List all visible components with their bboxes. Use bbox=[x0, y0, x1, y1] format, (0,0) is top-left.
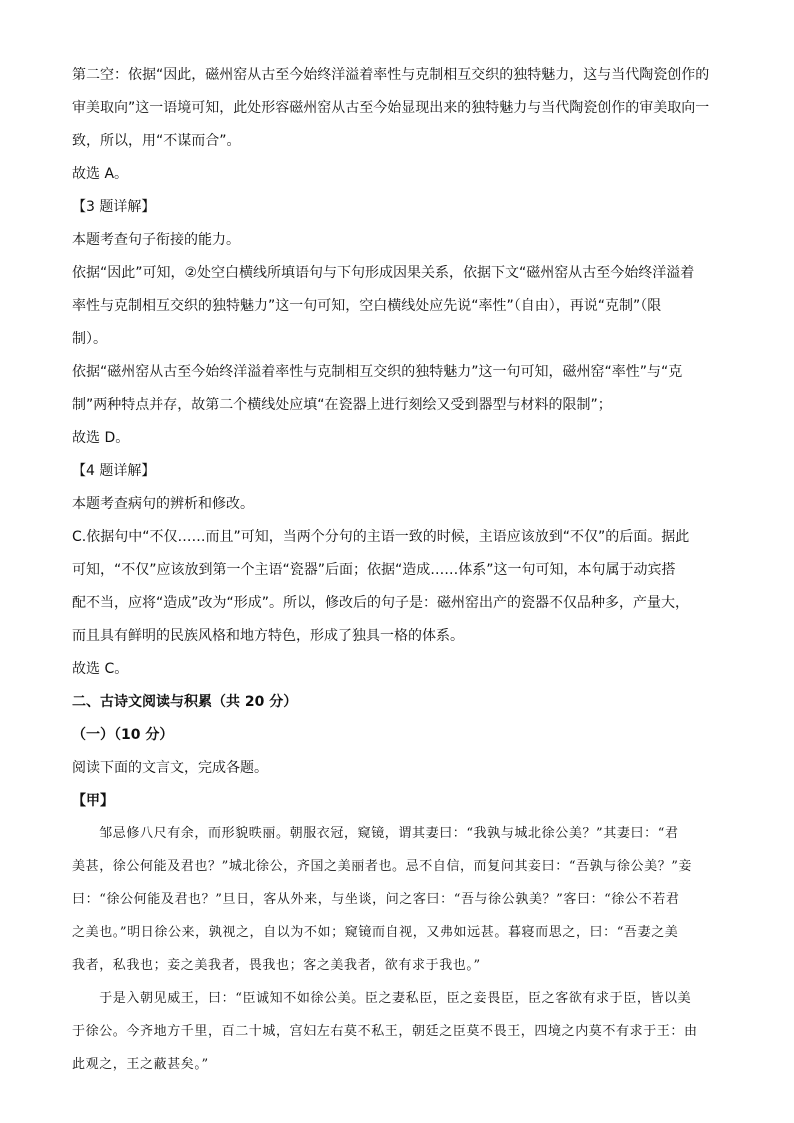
paragraph-line: 配不当，应将“造成”改为“形成”。所以，修改后的句子是：磁州窑出产的瓷器不仅品种多，产量大， bbox=[72, 595, 690, 611]
instruction-text: 阅读下面的文言文，完成各题。 bbox=[72, 760, 268, 776]
passage-line: 邹忌修八尺有余，而形貌昳丽。朝服衣冠，窥镜，谓其妻曰：“我孰与城北徐公美？”其妻曰：“君 bbox=[72, 826, 679, 841]
paragraph-line: 审美取向”这一语境可知，此处形容磁州窑从古至今始显现出来的独特魅力与当代陶瓷创作的审美取向一 bbox=[72, 100, 710, 116]
passage-line: 此观之，王之蔽甚矣。” bbox=[72, 1057, 209, 1072]
paragraph-line: 致，所以，用“不谋而合”。 bbox=[72, 133, 241, 149]
passage-line: 美甚，徐公何能及君也？”城北徐公，齐国之美丽者也。忌不自信，而复问其妾曰：“吾孰与徐公美？”妾 bbox=[72, 859, 693, 874]
classical-passage bbox=[72, 823, 728, 1076]
passage-line: 我者，私我也；妾之美我者，畏我也；客之美我者，欲有求于我也。” bbox=[72, 958, 481, 973]
paragraph-line: 本题考查句子衔接的能力。 bbox=[72, 232, 240, 248]
question-heading: 【3 题详解】 bbox=[72, 199, 156, 215]
subsection-title: （一）（10 分） bbox=[72, 727, 174, 743]
paragraph-line: 依据“因此”可知，②处空白横线所填语句与下句形成因果关系，依据下文“磁州窑从古至今始终洋溢着 bbox=[72, 265, 695, 281]
answer-line: 故选 D。 bbox=[72, 430, 130, 446]
paragraph-line: 第二空：依据“因此，磁州窑从古至今始终洋溢着率性与克制相互交织的独特魅力，这与当代陶瓷创作的 bbox=[72, 67, 710, 83]
passage-line: 曰：“徐公何能及君也？”旦日，客从外来，与坐谈，问之客曰：“吾与徐公孰美？”客曰：“徐公不若君 bbox=[72, 892, 680, 907]
paragraph-line: 率性与克制相互交织的独特魅力”这一句可知，空白横线处应先说“率性”（自由），再说“克制”（限 bbox=[72, 298, 662, 314]
paragraph-line: 制）。 bbox=[72, 331, 107, 347]
passage-line: 于徐公。今齐地方千里，百二十城，宫妇左右莫不私王，朝廷之臣莫不畏王，四境之内莫不有求于王：由 bbox=[72, 1024, 698, 1039]
paragraph-line: C.依据句中“不仅……而且”可知，当两个分句的主语一致的时候，主语应该放到“不仅”的后面。据此 bbox=[72, 529, 690, 545]
answer-line: 故选 C。 bbox=[72, 661, 129, 677]
paragraph-line: 可知，“不仅”应该放到第一个主语“瓷器”后面；依据“造成……体系”这一句可知，本句属于动宾搭 bbox=[72, 562, 676, 578]
question-heading: 【4 题详解】 bbox=[72, 463, 156, 479]
paragraph-line: 而且具有鲜明的民族风格和地方特色，形成了独具一格的体系。 bbox=[72, 628, 464, 644]
paragraph-line: 制”两种特点并存，故第二个横线处应填“在瓷器上进行刻绘又受到器型与材料的限制”； bbox=[72, 397, 612, 413]
paragraph-line: 本题考查病句的辨析和修改。 bbox=[72, 496, 254, 512]
document-page bbox=[72, 64, 728, 1087]
paragraph-line: 依据“磁州窑从古至今始终洋溢着率性与克制相互交织的独特魅力”这一句可知，磁州窑“率性”与“克 bbox=[72, 364, 683, 380]
passage-label: 【甲】 bbox=[72, 793, 114, 809]
passage-line: 于是入朝见威王，曰：“臣诚知不如徐公美。臣之妻私臣，臣之妾畏臣，臣之客欲有求于臣，皆以美 bbox=[72, 991, 692, 1006]
section-title: 二、古诗文阅读与积累（共 20 分） bbox=[72, 694, 298, 710]
answer-line: 故选 A。 bbox=[72, 166, 129, 182]
passage-line: 之美也。”明日徐公来，孰视之，自以为不如；窥镜而自视，又弗如远甚。暮寝而思之，曰：“吾妻之美 bbox=[72, 925, 679, 940]
